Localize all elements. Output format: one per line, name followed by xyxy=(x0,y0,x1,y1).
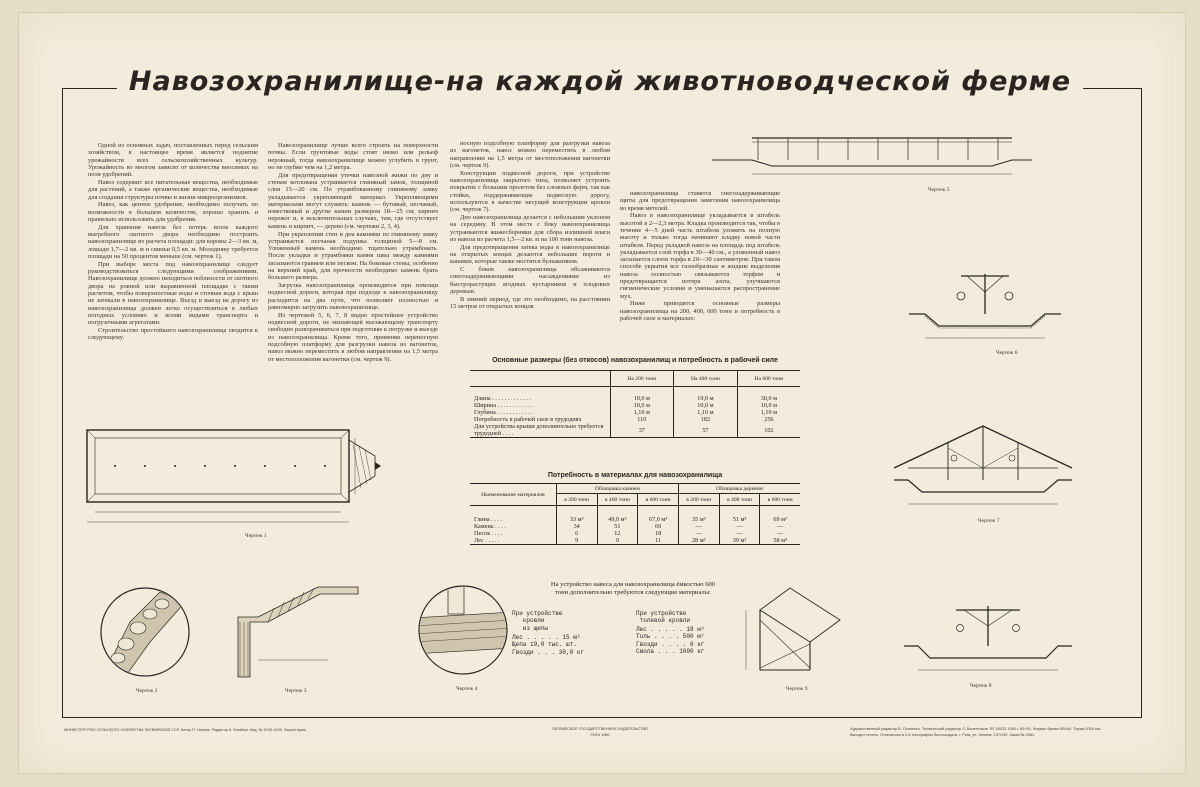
table2-title: Потребность в материалах для навозохранилища xyxy=(547,472,723,479)
table-cell: Лес . . . . . xyxy=(470,537,556,545)
dimensions-table xyxy=(470,370,800,438)
table-cell: 51 м³ xyxy=(719,506,760,524)
paragraph: В зимний период, где это необходимо, на расстоянии 15 метров от открытых концов xyxy=(450,295,610,311)
materials-right-title: При устройстве толевой кровли xyxy=(636,610,691,625)
text-column-2 xyxy=(268,142,438,363)
table-row xyxy=(470,416,800,423)
paragraph: навозохранилища ставятся снегозадерживающие щиты для предотвращения заметания навозохранилища во время метелей. xyxy=(620,190,780,212)
table-cell: 37 xyxy=(610,423,674,438)
caption-4: Чертеж 4 xyxy=(456,686,478,692)
table-cell: 69 xyxy=(638,523,679,530)
table-cell: 10,0 м xyxy=(610,387,674,403)
materials-table xyxy=(470,483,800,545)
table-cell: 19,0 м xyxy=(674,387,738,403)
paragraph: Из чертежей 5, 6, 7, 8 видно простейшее устройство подвесной дороги, не мешающей въезжающему транспорту свободно разворачиваться при подготовке к погрузке и выезде из навозохранилища. Кроме того, применяя переносную подсобную платформу для разгрузки навоза из вагонеток, навоз можно переместить в любом направлении на 1,5 метра от местоположения вагонетки (см. чертеж 9). xyxy=(268,311,438,363)
table-cell: 110 xyxy=(610,416,674,423)
caption-5: Чертеж 5 xyxy=(928,187,950,193)
drawing-8-section xyxy=(900,600,1075,680)
drawing-9-platform xyxy=(740,580,850,680)
table-cell: 18 xyxy=(638,530,679,537)
footer-right-1: Художественный редактор В. Осипенко. Технический редактор Л. Валентиков. ЯТ 00022 1950 г. 60×92. Формат бумаги 80×60. Тираж 2000 экз. xyxy=(850,727,1102,731)
table-cell: 30,0 м xyxy=(737,387,800,403)
table-cell: 12 xyxy=(597,530,638,537)
table1-header-cell: На 600 тонн xyxy=(737,371,800,387)
paragraph: Загрузка навозохранилища производится при помощи подвесной дороги, которая при подходе к навозохранилищу расходится на два пути, что позволяет полностью и равномерно загрузить навозохранилище. xyxy=(268,282,438,312)
caption-1: Чертеж 1 xyxy=(245,533,267,539)
table2-sub-header: в 400 тонн xyxy=(597,494,638,506)
table-cell: Ширина . . . . . . . . . . . . xyxy=(474,402,534,409)
table-cell: 35 м³ xyxy=(678,506,719,524)
caption-3: Чертеж 3 xyxy=(285,688,307,694)
paragraph: С боков навозохранилища обсаживаются снегозадерживающими насаждениями из быстрорастущих ягодных кустарников и плодовых деревьев. xyxy=(450,266,610,295)
table-cell: 28 м³ xyxy=(678,537,719,545)
poster-title: Навозохранилище-на каждой животноводческой ферме xyxy=(0,66,1200,97)
paragraph: Конструкции подвесной дороги, при устройстве навозохранилища закрытого типа, позволяет устроить покрытие с большим пролетом без сложных ферм, так как стойки, поддерживающие подвесную дорогу, используются в качестве несущей конструкции кровли (см. чертеж 7). xyxy=(450,169,610,214)
table-cell: 67,0 м³ xyxy=(638,506,679,524)
drawing-5-elevation xyxy=(712,130,1042,185)
paragraph: Ниже приводятся основные размеры навозохранилища на 200, 400, 600 тонн и потребность в рабочей силе и материалах: xyxy=(620,300,780,323)
wood-group-header: Облицовка деревом xyxy=(678,484,800,494)
drawing-7-roofed-section xyxy=(888,420,1078,515)
table-row xyxy=(470,387,800,403)
table-cell: Песок . . . . xyxy=(474,530,503,537)
footer-right-2: Выходит печать. Отпечатано в 2-й типографии Латгосиздата, г. Рига, ул. Ленина, 137/139. Заказ № 2981. xyxy=(850,733,1036,737)
table-cell: 1,10 м xyxy=(610,409,674,416)
materials-left-title: При устройстве кровли из щепы xyxy=(512,610,563,632)
table-cell: 10,0 м xyxy=(674,402,738,409)
materials-left-items: Лес . . . . . 15 м³ Щепа 19,0 тыс. шт. Гвозди . . . 30,0 кг xyxy=(512,634,585,656)
table-cell: Глина . . . . xyxy=(474,516,502,523)
table-cell: Для устройства крыши дополнительно требуется трудодней . . . . xyxy=(470,423,610,438)
paragraph: носную подсобную платформу для разгрузки навоза из вагонеток, навоз можно переместить в любом направлении на 1,5 метра от местоположения вагонетки (см. чертеж 9). xyxy=(450,140,610,169)
table-cell: — xyxy=(760,530,800,537)
table-cell: 11 xyxy=(638,537,679,545)
drawing-3-section xyxy=(228,582,368,682)
text-column-3 xyxy=(450,140,610,311)
table-row xyxy=(470,530,800,537)
table-cell: — xyxy=(719,523,760,530)
drawing-6-section xyxy=(905,262,1065,347)
paragraph: Навоз в навозохранилище укладывается в штабель высотой в 2—2,3 метра. Кладка производится так, чтобы в течение 4—5 дней часть штабеля уложить на полную высоту и только тогда начинают кладку новой части штабеля. Перед укладкой навоза на площадь под штабель укладывается слой торфа в 30—40 см., а уложенный навоз засыпается слоем торфа в 20—30 сантиметров. При таком способе укрытия все газообразные и жидкие выделения навоза полностью связываются торфом и предотвращается потеря азота, улучшаются гигиенические условия и уменьшается распространение мух. xyxy=(620,212,780,300)
table-cell: 39 м³ xyxy=(719,537,760,545)
caption-6: Чертеж 6 xyxy=(996,350,1018,356)
table-cell: 1,10 м xyxy=(674,409,738,416)
table-cell: Камень . . . . xyxy=(474,523,506,530)
table-cell: 10,0 м xyxy=(737,402,800,409)
table-cell: 58 м³ xyxy=(760,537,800,545)
materials-intro: На устройство навеса для навозохранилища ёмкостью 600 тонн дополнительно требуются следующие материалы: xyxy=(550,581,716,596)
table2-sub-header: в 400 тонн xyxy=(719,494,760,506)
paragraph: При выборе места под навозохранилище следует руководствоваться следующими соображениями. Навозохранилище должно находиться поблизости от скотного двора на ровной или выравненной площадке с таким расчетом, чтобы поверхностные воды и сточная вода с крыш не затекали в навозохранилище. Въезд и выезд на дорогу из навозохранилища должен легко осуществляться в любых погодных условиях и всеми видами транспорта и погрузочными агрегатами. xyxy=(88,260,258,327)
table-cell: 9 xyxy=(597,537,638,545)
materials-right-items: Лес . . . . . 18 м³ Толь . . . . 500 м² Гвозди . . . . 6 кг Смола . . . 1000 кг xyxy=(636,626,705,656)
table-row xyxy=(470,537,800,545)
table2-sub-header: в 200 тонн xyxy=(678,494,719,506)
table-cell: Глубина . . . . . . . . . . . . xyxy=(474,409,533,416)
table-cell: — xyxy=(678,530,719,537)
table-cell: 6 xyxy=(556,530,597,537)
paragraph: Одной из основных задач, поставленных перед сельским хозяйством, в настоящее время является поднятие урожайности всех сельскохозяйственных культур. Урожайность во многом зависит от количества вносимых на поля удобрений. xyxy=(88,142,258,179)
table-cell: 256 xyxy=(737,416,800,423)
table2-sub-header: в 600 тонн xyxy=(638,494,679,506)
table-cell: — xyxy=(760,523,800,530)
table-row xyxy=(470,409,800,416)
table-cell: 102 xyxy=(737,423,800,438)
table-row xyxy=(470,423,800,438)
footer-left: МИНИСТЕРСТВО СЕЛЬСКОГО ХОЗЯЙСТВА ЛАТВИЙСКОЙ ССР. Автор П. Черняк. Редактор К. Бомберг. Изд. № 9749-1000. Заказ/тираж. xyxy=(64,728,307,732)
drawing-1-plan xyxy=(85,426,415,526)
caption-7: Чертеж 7 xyxy=(978,518,1000,524)
table-cell: 9 xyxy=(556,537,597,545)
text-column-1 xyxy=(88,142,258,342)
paragraph: Навоз содержит все питательные вещества, необходимые для растений, а также органические вещества, необходимые для создания структуры почвы и жизни микроорганизмов. xyxy=(88,178,258,201)
table-cell: 34 xyxy=(556,523,597,530)
table-cell: 10,0 м xyxy=(610,402,674,409)
footer-center-1: ЛАТВИЙСКОЕ ГОСУДАРСТВЕННОЕ ИЗДАТЕЛЬСТВО xyxy=(552,727,648,731)
paragraph: Дно навозохранилища делается с небольшим уклоном на середину. В этом месте с боку навозохранилища устраиваются жижесборники для сбора излишней влаги из навоза из расчета 1,5—2 кв. м на 100 тонн навоза. xyxy=(450,213,610,243)
table-cell: Длина . . . . . . . . . . . . . xyxy=(474,395,531,402)
table-cell: 57 xyxy=(674,423,738,438)
paragraph: Для предотвращения утечки навозной жижи по дну и стенам котлована устраивается глиняный замок, толщиной слоя 15—20 см. По утрамбованному глиняному замку укладывается укрепляющий материал. Укрепляющими материалами могут служить: камень — бутовый, песчаный, известковый и другие камни размером 18—25 см; кирпич пережог и, в исключительных случаях, там, где отсутствует камень и кирпич, — дерево (см. чертежи 2, 3, 4). xyxy=(268,171,438,230)
table-cell: 182 xyxy=(674,416,738,423)
table-cell: Потребность в рабочей силе в трудоднях xyxy=(474,416,582,423)
table1-title: Основные размеры (без откосов) навозохранилищ и потребность в рабочей силе xyxy=(492,357,778,364)
paragraph: При укреплении стен и дна камнями по глиняному замку устраивается песчаная подушка толщиной 5—8 см. Уложенный камень необходимо тщательно утрамбовать. После укладки и утрамбовки камня швы между камнями засыпаются гравием или песком. На боковые стены, особенно на верхний край, для прочности необходимо камень брать большего размера. xyxy=(268,230,438,282)
paragraph: Навозохранилище лучше всего строить на поверхности почвы. Если грунтовые воды стоят низко или рельеф неровный, тогда навозохранилище можно углубить в грунт, но не глубже чем на 1,2 метра. xyxy=(268,142,438,171)
table1-header-cell xyxy=(470,371,610,387)
table-cell: 33 м³ xyxy=(556,506,597,524)
paragraph: Для хранения навоза без потерь возле каждого выгребного скотного двора необходимо построить навозохранилище из расчета площади: для коровы 2—3 кв. м, лошади 1,7—2 кв. м и свиньи 0,5 кв. м. Молодняку требуется площади на 50 процентов меньше (см. чертеж 1). xyxy=(88,223,258,260)
materials-name-header: Наименование материалов xyxy=(470,484,556,506)
drawing-2-detail xyxy=(90,582,200,682)
footer-center-2: РИГА 1950 xyxy=(590,733,610,737)
table-cell: 49,0 м³ xyxy=(597,506,638,524)
paragraph: Строительство простейшего навозохранилища сводится к следующему. xyxy=(88,326,258,342)
table2-sub-header: в 200 тонн xyxy=(556,494,597,506)
caption-8: Чертеж 8 xyxy=(970,683,992,689)
stone-group-header: Облицовка камнем xyxy=(556,484,678,494)
table1-header-cell: На 400 тонн xyxy=(674,371,738,387)
table-cell: 1,10 м xyxy=(737,409,800,416)
paragraph: Для предотвращения затека воды в навозохранилище на открытых концах делаются небольшие пороги и канавки, которые также мостятся булыжником. xyxy=(450,243,610,266)
table-cell: 51 xyxy=(597,523,638,530)
caption-9: Чертеж 9 xyxy=(786,686,808,692)
paragraph: Навоз, как ценное удобрение, необходимо получать по возможности в большем количестве, хорошо хранить и правильно использовать для удобрения. xyxy=(88,201,258,223)
table-cell: — xyxy=(678,523,719,530)
table-cell: 69 м³ xyxy=(760,506,800,524)
text-column-4 xyxy=(620,190,780,323)
table1-header-cell: На 200 тонн xyxy=(610,371,674,387)
table-row xyxy=(470,402,800,409)
drawing-4-detail xyxy=(408,578,518,678)
table-row xyxy=(470,523,800,530)
table2-sub-header: в 600 тонн xyxy=(760,494,800,506)
table-row xyxy=(470,506,800,524)
table-cell: — xyxy=(719,530,760,537)
caption-2: Чертеж 2 xyxy=(136,688,158,694)
